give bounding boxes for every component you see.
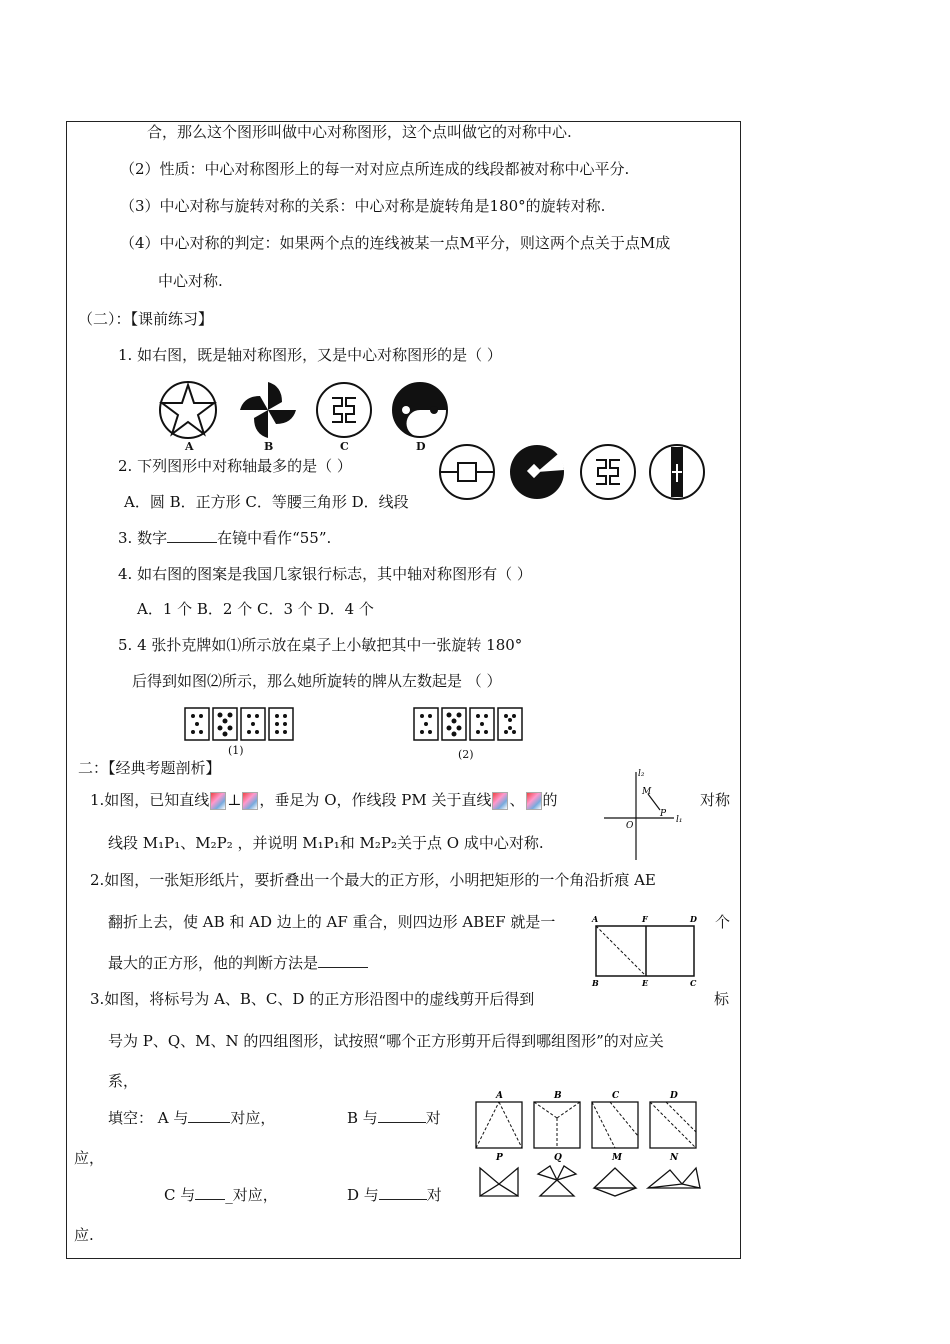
- line-l1-image-icon: [210, 792, 226, 810]
- point-label-c: C: [690, 978, 697, 988]
- blank-b[interactable]: [378, 1108, 426, 1123]
- problem-3-fill-row-1: [108, 1108, 275, 1128]
- shape-label-q: Q: [554, 1153, 562, 1163]
- problem-3-g2: _对应，: [225, 1186, 278, 1204]
- problem-1-text-d: 、: [509, 791, 525, 809]
- problem-1-text-c: ，垂足为 O，作线段 PM 关于直线: [259, 791, 492, 809]
- blank-c[interactable]: [195, 1185, 225, 1200]
- problem-2-text-d: 最大的正方形，他的判断方法是: [108, 954, 319, 972]
- exercise-4-question: 4. 如右图的图案是我国几家银行标志，其中轴对称图形有（ ）: [118, 565, 532, 583]
- bank-logo-square-coin-icon: [440, 445, 494, 499]
- figure-label-a: A: [185, 440, 194, 453]
- problem-3-g4: 对: [426, 1186, 442, 1204]
- point-label-m: M: [642, 787, 652, 797]
- axis-label-l2: l₂: [638, 769, 645, 779]
- square-label-b: B: [554, 1091, 562, 1101]
- theory-line-0: 合，那么这个图形叫做中心对称图形，这个点叫做它的对称中心.: [147, 123, 572, 141]
- playing-cards-figure-1: [184, 707, 294, 743]
- shape-label-m: M: [612, 1153, 622, 1163]
- shape-label-n: N: [670, 1153, 679, 1163]
- line-l2-image-icon-2: [526, 792, 542, 810]
- exercise-3-post: 在镜中看作“55”.: [217, 529, 332, 547]
- problem-2-line-2: 翻折上去，使 AB 和 AD 边上的 AF 重合，则四边形 ABEF 就是一: [108, 913, 556, 931]
- bank-logo-pie-icon: [510, 445, 564, 499]
- exercise-2-question: 2. 下列图形中对称轴最多的是（ ）: [118, 457, 352, 475]
- problem-3-e4: 对: [425, 1109, 441, 1127]
- line-l2-image-icon: [242, 792, 258, 810]
- bank-logos-figure: [438, 442, 708, 502]
- point-label-f: F: [642, 914, 648, 924]
- problem-3-line-3: 系，: [108, 1072, 139, 1090]
- problem-3-fill-row-1b: [347, 1108, 441, 1128]
- exercise-1-question: 1. 如右图，既是轴对称图形，又是中心对称图形的是（ ）: [118, 346, 502, 364]
- problem-2-text-c: 个: [715, 913, 731, 931]
- point-label-b: B: [592, 978, 599, 988]
- point-label-o: O: [626, 821, 634, 831]
- theory-line-3: （4）中心对称的判定：如果两个点的连线被某一点M平分，则这两个点关于点M成: [120, 234, 671, 252]
- problem-2-rectangle-figure: [586, 912, 700, 988]
- exercise-1-figure: [158, 380, 458, 450]
- section-title-classic-problems: 二：【经典考题剖析】: [78, 759, 221, 777]
- problem-1-text-e: 的: [542, 791, 558, 809]
- theory-line-2: （3）中心对称与旋转对称的关系：中心对称是旋转角是180°的旋转对称.: [120, 197, 606, 215]
- problem-1-line-2: 线段 M₁P₁、M₂P₂ ，并说明 M₁P₁和 M₂P₂关于点 O 成中心对称.: [108, 834, 544, 852]
- problem-3-e2: 对应，: [230, 1109, 276, 1127]
- figure-label-b: B: [264, 440, 274, 453]
- problem-3-e3: B 与: [347, 1109, 378, 1127]
- point-label-a: A: [592, 914, 599, 924]
- figure-label-d: D: [416, 440, 426, 453]
- problem-2-blank[interactable]: [318, 953, 368, 968]
- square-label-a: A: [496, 1091, 503, 1101]
- figure-star-icon: [160, 382, 216, 438]
- axis-label-l1: l₁: [676, 815, 683, 825]
- problem-1-text-b: ⊥: [227, 791, 242, 809]
- exercise-3-blank[interactable]: [167, 528, 217, 543]
- theory-line-4: 中心对称.: [158, 272, 223, 290]
- problem-2-line-3: [108, 953, 368, 973]
- problem-1-text-a: 1.如图，已知直线: [90, 791, 210, 809]
- exercise-5-question-2: 后得到如图⑵所示，那么她所旋转的牌从左数起是 （ ）: [132, 672, 502, 690]
- problem-3-text-b: 标: [714, 990, 730, 1008]
- problem-1-line-1: [90, 790, 558, 810]
- problem-1-axes-figure: [600, 766, 690, 862]
- figure-label-c: C: [340, 440, 349, 453]
- exercise-3-pre: 3. 数字: [118, 529, 168, 547]
- square-label-c: C: [612, 1091, 620, 1101]
- exercise-2-options: A．圆 B．正方形 C．等腰三角形 D．线段: [124, 493, 409, 511]
- problem-1-text-f: 对称: [700, 791, 731, 809]
- problem-3-e1: 填空： A 与: [108, 1109, 189, 1127]
- section-title-pre-practice: （二）：【课前练习】: [78, 310, 214, 328]
- point-label-e: E: [642, 978, 649, 988]
- figure-yin-yang-icon: [393, 383, 447, 437]
- blank-d[interactable]: [379, 1185, 427, 1200]
- figure-pinwheel-icon: [240, 382, 296, 438]
- problem-3-line-2: 号为 P、Q、M、N 的四组图形，试按照“哪个正方形剪开后得到哪组图形”的对应关: [108, 1032, 664, 1050]
- problem-3-text-h: 应.: [74, 1226, 94, 1244]
- theory-line-1: （2）性质：中心对称图形上的每一对对应点所连成的线段都被对称中心平分.: [120, 160, 630, 178]
- problem-3-text-f: 应，: [74, 1149, 105, 1167]
- problem-2-line-1: 2.如图，一张矩形纸片，要折叠出一个最大的正方形，小明把矩形的一个角沿折痕 AE: [90, 871, 656, 889]
- shape-label-p: P: [496, 1153, 503, 1163]
- point-label-p: P: [660, 809, 667, 819]
- problem-3-fill-row-2: [164, 1185, 278, 1205]
- bank-logo-bar-icon: [650, 445, 704, 499]
- problem-3-g1: C 与: [164, 1186, 196, 1204]
- square-label-d: D: [670, 1091, 678, 1101]
- line-l1-image-icon-2: [492, 792, 508, 810]
- point-label-d: D: [690, 914, 697, 924]
- exercise-4-options: A．1 个 B．2 个 C．3 个 D．4 个: [137, 600, 374, 618]
- exercise-5-question-1: 5. 4 张扑克牌如⑴所示放在桌子上小敏把其中一张旋转 180°: [118, 636, 523, 654]
- problem-3-line-1: 3.如图，将标号为 A、B、C、D 的正方形沿图中的虚线剪开后得到: [90, 990, 535, 1008]
- blank-a[interactable]: [188, 1108, 230, 1123]
- playing-cards-caption-1: (1): [228, 744, 244, 757]
- problem-3-g3: D 与: [347, 1186, 379, 1204]
- exercise-3-question: [118, 528, 331, 548]
- problem-3-cut-squares-figure: [470, 1088, 710, 1200]
- problem-3-fill-row-2b: [347, 1185, 442, 1205]
- playing-cards-figure-2: [413, 707, 523, 743]
- bank-logo-bracket-icon: [581, 445, 635, 499]
- figure-bracket-circle-icon: [317, 383, 371, 437]
- playing-cards-caption-2: (2): [458, 748, 474, 761]
